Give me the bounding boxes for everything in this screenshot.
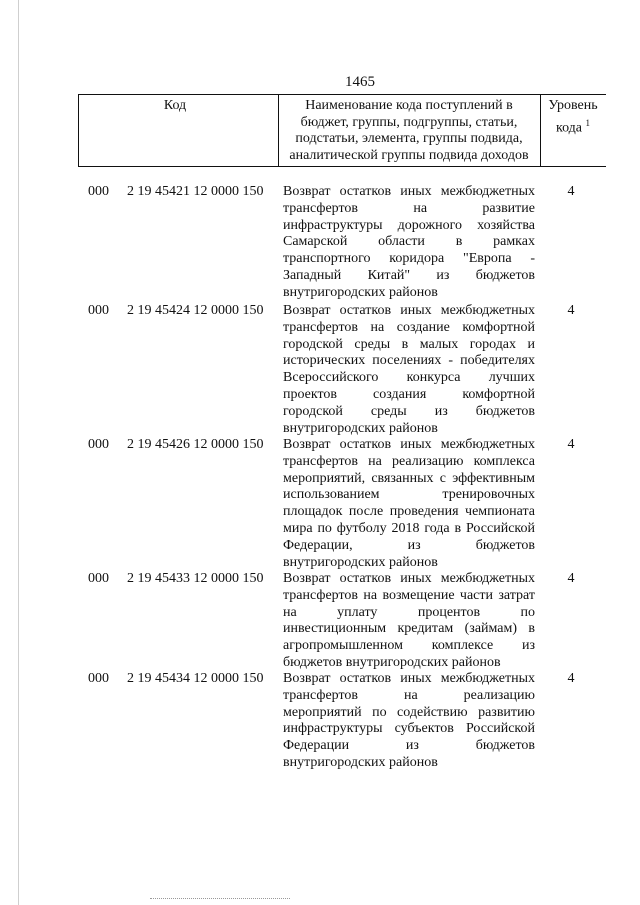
row-name-line: площадок после проведения чемпионата [283, 504, 535, 520]
row-level: 4 [567, 571, 575, 586]
row-name-line: инфраструктуры дорожного хозяйства [283, 217, 535, 233]
row-name-line: Самарской области в рамках [283, 234, 535, 250]
row-code: 2 19 45426 12 0000 150 [127, 437, 264, 452]
row-code: 2 19 45434 12 0000 150 [127, 671, 264, 686]
row-level: 4 [567, 303, 575, 318]
scan-artifact-line [150, 898, 290, 899]
row-name-line: трансфертов на возмещение части затрат [283, 587, 535, 603]
row-name-line: бюджетов внутригородских районов [283, 654, 501, 670]
row-name-line: внутригородских районов [283, 420, 438, 436]
row-level: 4 [567, 184, 575, 199]
row-name-line: внутригородских районов [283, 284, 438, 300]
header-level-word: кода [555, 120, 583, 136]
row-name-line: мероприятий по содействию развитию [283, 704, 535, 720]
row-name-line: Возврат остатков иных межбюджетных [283, 437, 535, 452]
row-name-line: Возврат остатков иных межбюджетных [283, 184, 535, 199]
header-level-line2 [540, 115, 606, 137]
row-name-line: Федерации, из бюджетов [283, 537, 535, 553]
page-edge-shadow [18, 0, 19, 905]
row-name-line: агропромышленном комплексе из [283, 638, 535, 654]
row-code-prefix: 000 [88, 671, 109, 686]
row-code-prefix: 000 [88, 437, 109, 452]
row-name-line: трансфертов на реализацию [283, 687, 535, 703]
header-top-rule [78, 94, 606, 95]
row-code: 2 19 45421 12 0000 150 [127, 184, 264, 199]
row-name [283, 671, 535, 772]
header-code: Код [163, 98, 187, 113]
header-level-line1: Уровень [548, 98, 598, 113]
row-name [283, 303, 535, 437]
row-name [283, 571, 535, 672]
row-name-line: использованием тренировочных [283, 487, 535, 503]
row-level: 4 [567, 437, 575, 452]
row-code-prefix: 000 [88, 184, 109, 199]
row-name-line: Возврат остатков иных межбюджетных [283, 671, 535, 686]
header-name-line: Наименование кода поступлений в [305, 98, 513, 113]
row-level: 4 [567, 671, 575, 686]
header-bottom-rule [78, 166, 606, 167]
header-name-line: бюджет, группы, подгруппы, статьи, [300, 114, 518, 130]
table-header [78, 94, 606, 168]
header-name-line: аналитической группы подвида доходов [289, 147, 529, 163]
row-code-prefix: 000 [88, 571, 109, 586]
row-code: 2 19 45424 12 0000 150 [127, 303, 264, 318]
row-code-prefix: 000 [88, 303, 109, 318]
header-level-footnote: 1 [585, 117, 591, 128]
row-name-line: мероприятий, связанных с эффективным [283, 470, 535, 486]
row-name-line: мира по футболу 2018 года в Российской [283, 520, 535, 536]
row-name-line: проектов создания комфортной [283, 386, 535, 402]
page-number: 1465 [345, 74, 375, 90]
row-name-line: исторических поселениях - победителях [283, 353, 535, 369]
row-name-line: внутригородских районов [283, 754, 438, 770]
row-name-line: на уплату процентов по [283, 604, 535, 620]
row-name [283, 437, 535, 571]
row-name-line: транспортного коридора "Европа - [283, 251, 535, 267]
row-code: 2 19 45433 12 0000 150 [127, 571, 264, 586]
row-name-line: городской среды из бюджетов [283, 403, 535, 419]
row-name-line: внутригородских районов [283, 554, 438, 570]
row-name-line: трансфертов на развитие [283, 200, 535, 216]
row-name-line: Возврат остатков иных межбюджетных [283, 303, 535, 318]
row-name-line: Всероссийского конкурса лучших [283, 370, 535, 386]
row-name-line: Западный Китай" из бюджетов [283, 267, 535, 283]
header-level [540, 98, 606, 137]
row-name-line: городской среды в малых городах и [283, 336, 535, 352]
row-name-line: трансфертов на реализацию комплекса [283, 453, 535, 469]
row-name-line: Возврат остатков иных межбюджетных [283, 571, 535, 586]
header-name-line: подстатьи, элемента, группы подвида, [295, 131, 523, 146]
row-name-line: Федерации из бюджетов [283, 738, 535, 754]
row-name-line: трансфертов на создание комфортной [283, 319, 535, 335]
row-name-line: инвестиционным кредитам (займам) в [283, 621, 535, 637]
row-name-line: инфраструктуры субъектов Российской [283, 721, 535, 737]
row-name [283, 184, 535, 302]
header-name [278, 98, 540, 164]
